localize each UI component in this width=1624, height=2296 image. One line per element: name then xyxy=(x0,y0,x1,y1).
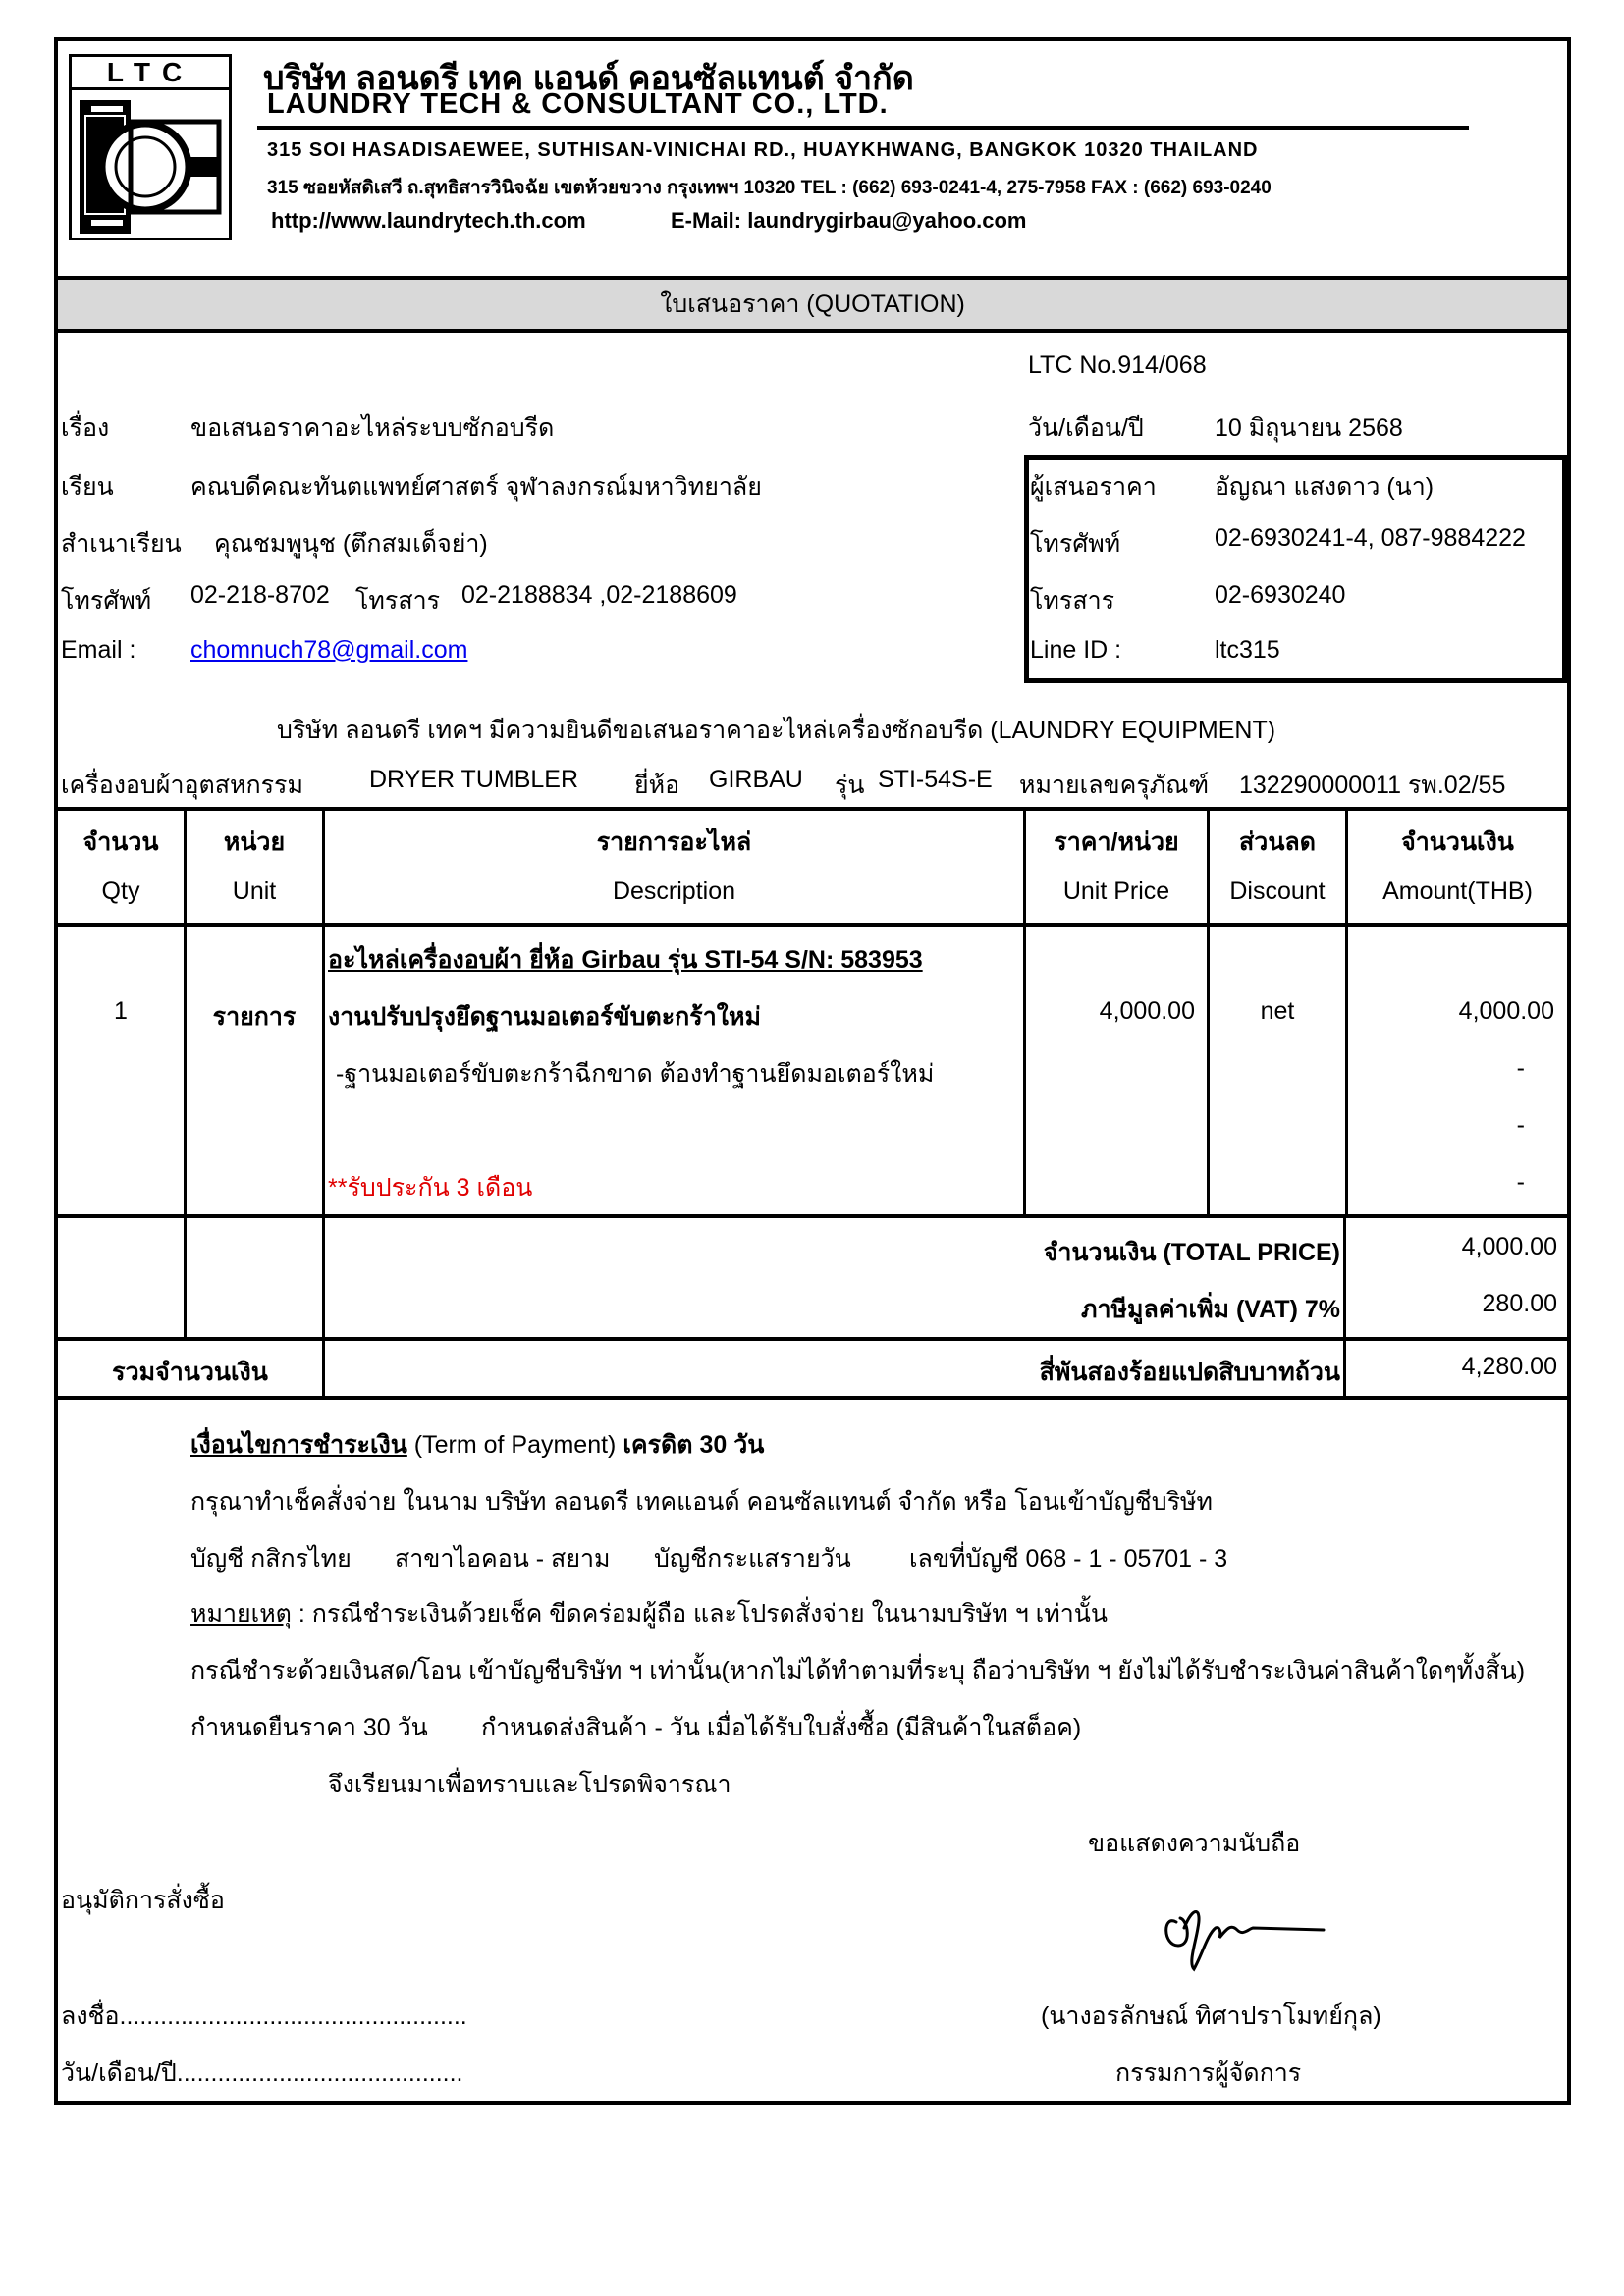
hdr-price-en: Unit Price xyxy=(1062,878,1170,905)
machine-model-value: STI-54S-E xyxy=(878,766,993,793)
company-website[interactable]: http://www.laundrytech.th.com xyxy=(271,208,586,233)
approve-label: อนุมัติการสั่งซื้อ xyxy=(61,1887,225,1914)
vat-value: 280.00 xyxy=(1482,1290,1557,1317)
item-group-title: อะไหล่เครื่องอบผ้า ยี่ห้อ Girbau รุ่น STI-54 S/N: 583953 xyxy=(328,946,923,974)
total-label: จำนวนเงิน (TOTAL PRICE) xyxy=(1043,1239,1340,1266)
company-name-th: บริษัท ลอนดรี เทค แอนด์ คอนซัลแทนต์ จำกัด xyxy=(263,60,914,97)
amount-dash-3: - xyxy=(1516,1168,1525,1196)
intro-text: บริษัท ลอนดรี เทคฯ มีความยินดีขอเสนอราคาอะไหล่เครื่องซักอบรีด (LAUNDRY EQUIPMENT) xyxy=(277,717,1276,744)
cc-value: คุณชมพูนุช (ตึกสมเด็จย่า) xyxy=(214,530,488,558)
delivery-terms: กำหนดส่งสินค้า - วัน เมื่อได้รับใบสั่งซื้อ (มีสินค้าในสต็อค) xyxy=(481,1714,1082,1741)
hdr-desc-en: Description xyxy=(612,878,736,905)
signer-title: กรรมการผู้จัดการ xyxy=(1115,2059,1302,2087)
cc-label: สำเนาเรียน xyxy=(61,530,182,558)
seller-phone-value: 02-6930241-4, 087-9884222 xyxy=(1215,524,1526,552)
address-th: 315 ซอยหัสดิเสวี ถ.สุทธิสารวินิจฉัย เขตห้วยขวาง กรุงเทพฯ 10320 TEL : (662) 693-0241-4, 275-7958 FAX : (662) 693-0240 xyxy=(267,178,1272,198)
machine-type-label: เครื่องอบผ้าอุตสหกรรม xyxy=(61,772,303,799)
hdr-unit-th: หน่วย xyxy=(223,828,286,856)
note-text: : กรณีชำระเงินด้วยเช็ค ขีดคร่อมผู้ถือ และโปรดสั่งจ่าย ในนามบริษัท ฯ เท่านั้น xyxy=(291,1600,1108,1628)
hdr-disc-en: Discount xyxy=(1229,878,1326,905)
warranty-note: **รับประกัน 3 เดือน xyxy=(328,1174,533,1201)
seller-phone-label: โทรศัพท์ xyxy=(1030,530,1121,558)
amount-dash-1: - xyxy=(1516,1054,1525,1082)
phone-label: โทรศัพท์ xyxy=(61,587,152,614)
item-desc: งานปรับปรุงยึดฐานมอเตอร์ขับตะกร้าใหม่ xyxy=(328,1003,761,1031)
account-number: เลขที่บัญชี 068 - 1 - 05701 - 3 xyxy=(909,1545,1228,1573)
item-discount: net xyxy=(1260,997,1295,1025)
machine-type-value: DRYER TUMBLER xyxy=(369,766,579,793)
item-detail: -ฐานมอเตอร์ขับตะกร้าฉีกขาด ต้องทำฐานยึดมอเตอร์ใหม่ xyxy=(336,1060,935,1088)
signer-name: (นางอรลักษณ์ ทิศาปราโมทย์กุล) xyxy=(1041,2002,1381,2030)
amount-dash-2: - xyxy=(1516,1111,1525,1139)
col-divider-totals xyxy=(1343,1217,1346,1398)
subject-label: เรื่อง xyxy=(61,414,110,442)
hdr-price-th: ราคา/หน่วย xyxy=(1054,828,1179,856)
terms-line-3: กรณีชำระด้วยเงินสด/โอน เข้าบัญชีบริษัท ฯ เท่านั้น(หากไม่ได้ทำตามที่ระบุ ถือว่าบริษัท ฯ ยังไม่ได้รับชำระเงินค่าสินค้าใดๆทั้งสิ้น) xyxy=(190,1657,1526,1684)
hdr-desc-th: รายการอะไหล่ xyxy=(596,828,752,856)
date-label: วัน/เดือน/ปี xyxy=(1028,414,1144,442)
hdr-amt-th: จำนวนเงิน xyxy=(1401,828,1514,856)
grand-total-words: สี่พันสองร้อยแปดสิบบาทถ้วน xyxy=(1039,1359,1340,1386)
payment-credit: เครดิต 30 วัน xyxy=(623,1431,765,1459)
date-line: วัน/เดือน/ปี.......................................... xyxy=(61,2059,463,2087)
payment-title: เงื่อนไขการชำระเงิน xyxy=(190,1431,407,1459)
respect-text: ขอแสดงความนับถือ xyxy=(1088,1830,1301,1857)
email-label: Email : xyxy=(61,636,136,664)
item-price: 4,000.00 xyxy=(1099,997,1195,1025)
document-title: ใบเสนอราคา (QUOTATION) xyxy=(58,276,1567,333)
hdr-qty-en: Qty xyxy=(101,878,140,905)
grand-total-value: 4,280.00 xyxy=(1461,1353,1557,1380)
item-qty: 1 xyxy=(114,997,128,1025)
price-validity: กำหนดยืนราคา 30 วัน xyxy=(190,1714,428,1741)
account-type: บัญชีกระแสรายวัน xyxy=(654,1545,851,1573)
to-label: เรียน xyxy=(61,473,114,501)
machine-brand-label: ยี่ห้อ xyxy=(634,772,680,799)
item-unit: รายการ xyxy=(212,1003,297,1031)
closing-text: จึงเรียนมาเพื่อทราบและโปรดพิจารณา xyxy=(328,1771,731,1798)
company-name-en: LAUNDRY TECH & CONSULTANT CO., LTD. xyxy=(267,88,889,120)
note-line xyxy=(190,1594,1108,1633)
vat-bottom-rule xyxy=(58,1337,1567,1341)
hdr-qty-th: จำนวน xyxy=(82,828,159,856)
grand-bottom-rule xyxy=(58,1396,1567,1400)
items-bottom-rule xyxy=(58,1214,1567,1218)
total-value: 4,000.00 xyxy=(1461,1233,1557,1260)
hdr-disc-th: ส่วนลด xyxy=(1239,828,1316,856)
company-logo xyxy=(69,54,232,240)
bank-branch: สาขาไอคอน - สยาม xyxy=(395,1545,611,1573)
table-top-rule xyxy=(58,807,1567,811)
machine-asset-label: หมายเลขครุภัณฑ์ xyxy=(1019,772,1210,799)
machine-brand-value: GIRBAU xyxy=(709,766,803,793)
phone-value: 02-218-8702 xyxy=(190,581,330,609)
header-rule xyxy=(257,126,1469,130)
signature-icon xyxy=(1159,1885,1335,1973)
vat-label: ภาษีมูลค่าเพิ่ม (VAT) 7% xyxy=(1080,1296,1340,1323)
header-bottom-rule xyxy=(58,923,1567,927)
washer-logo-icon xyxy=(72,92,229,240)
company-email[interactable]: E-Mail: laundrygirbau@yahoo.com xyxy=(671,208,1027,233)
ltc-number: LTC No.914/068 xyxy=(1028,351,1207,379)
subject-value: ขอเสนอราคาอะไหล่ระบบซักอบรีด xyxy=(190,414,555,442)
item-amount: 4,000.00 xyxy=(1458,997,1554,1025)
terms-line-1: กรุณาทำเช็คสั่งจ่าย ในนาม บริษัท ลอนดรี เทคแอนด์ คอนซัลแทนต์ จำกัด หรือ โอนเข้าบัญชีบริษัท xyxy=(190,1488,1213,1516)
seller-fax-label: โทรสาร xyxy=(1030,587,1115,614)
seller-line-value: ltc315 xyxy=(1215,636,1280,664)
machine-asset-value: 132290000011 รพ.02/55 xyxy=(1239,772,1506,799)
grand-total-label: รวมจำนวนเงิน xyxy=(112,1359,268,1386)
sign-line: ลงชื่อ................................................... xyxy=(61,2002,467,2030)
bank-name: บัญชี กสิกรไทย xyxy=(190,1545,352,1573)
seller-offer-value: อัญณา แสงดาว (นา) xyxy=(1215,473,1435,501)
seller-line-label: Line ID : xyxy=(1030,636,1122,664)
payment-en: (Term of Payment) xyxy=(413,1431,617,1459)
fax-label: โทรสาร xyxy=(355,587,441,614)
fax-value: 02-2188834 ,02-2188609 xyxy=(461,581,737,609)
hdr-unit-en: Unit xyxy=(232,878,277,905)
address-en: 315 SOI HASADISAEWEE, SUTHISAN-VINICHAI RD., HUAYKHWANG, BANGKOK 10320 THAILAND xyxy=(267,139,1259,161)
to-value: คณบดีคณะทันตแพทย์ศาสตร์ จุฬาลงกรณ์มหาวิทยาลัย xyxy=(190,473,762,501)
seller-fax-value: 02-6930240 xyxy=(1215,581,1346,609)
logo-text: LTC xyxy=(72,57,229,90)
hdr-amt-en: Amount(THB) xyxy=(1382,878,1533,905)
machine-model-label: รุ่น xyxy=(835,772,865,799)
date-value: 10 มิถุนายน 2568 xyxy=(1215,414,1403,442)
email-link[interactable]: chomnuch78@gmail.com xyxy=(190,636,468,664)
seller-offer-label: ผู้เสนอราคา xyxy=(1030,473,1157,501)
payment-terms xyxy=(190,1425,764,1465)
note-label: หมายเหตุ xyxy=(190,1600,292,1628)
